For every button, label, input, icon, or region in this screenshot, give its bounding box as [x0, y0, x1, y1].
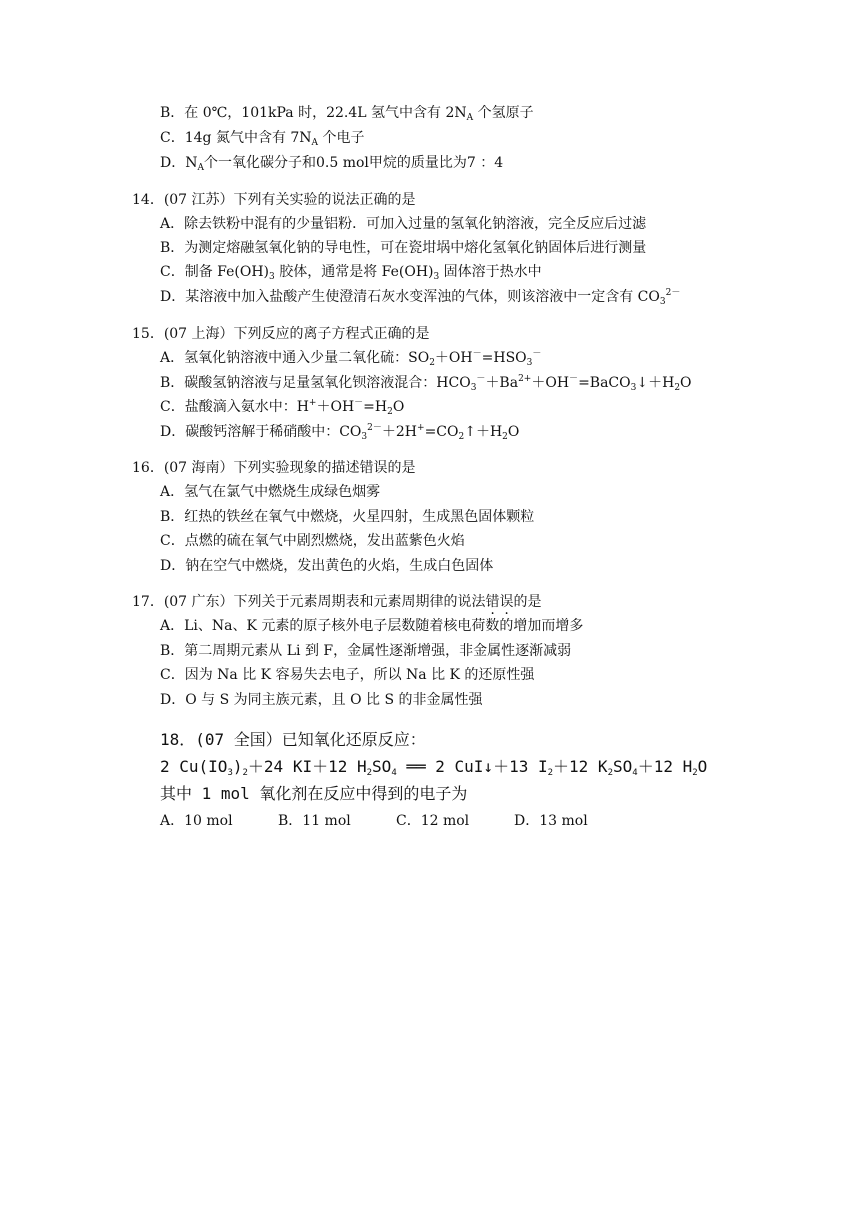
q14-option-b: B．为测定熔融氢氧化钠的导电性，可在瓷坩埚中熔化氢氧化钠固体后进行测量 — [160, 240, 647, 256]
q15-stem: 15．(07 上海）下列反应的离子方程式正确的是 — [132, 326, 430, 342]
q17-option-b: B．第二周期元素从 Li 到 F，金属性逐渐增强，非金属性逐渐减弱 — [160, 643, 572, 659]
q16-stem: 16．(07 海南）下列实验现象的描述错误的是 — [132, 460, 416, 476]
q14-option-d: D．某溶液中加入盐酸产生使澄清石灰水变浑浊的气体，则该溶液中一定含有 $CO_3^{2-}$ — [160, 288, 681, 307]
q17-option-a: A．Li、Na、K 元素的原子核外电子层数随着核电荷数的增加而增多 — [160, 618, 584, 634]
q17-option-d: D．O 与 S 为同主族元素，且 O 比 S 的非金属性强 — [160, 692, 483, 708]
q18-option-b: B．11 mol — [278, 813, 351, 829]
q15-option-a: A．氢氧化钠溶液中通入少量二氧化硫：$SO_2+OH^-=HSO_3^-$ — [160, 349, 542, 368]
q15-option-b: B．碳酸氢钠溶液与足量氢氧化钡溶液混合：$HCO_3^-+Ba^{2+}+OH^-=BaCO_3↓+H_2O$ — [160, 374, 692, 393]
q16-option-a: A．氢气在氯气中燃烧生成绿色烟雾 — [160, 484, 381, 500]
q15-option-d: D．碳酸钙溶解于稀硝酸中：$CO_3^{2-}+2H^+=CO_2↑+H_2O$ — [160, 423, 520, 442]
q18-option-c: C．12 mol — [396, 813, 470, 829]
q14-stem: 14．(07 江苏）下列有关实验的说法正确的是 — [132, 192, 416, 208]
q13-option-b: B．在 0℃，101kPa 时，22.4L 氢气中含有 $2N_A$ 个氢原子 — [160, 105, 534, 123]
q14-option-c: C．制备 $Fe(OH)_3$ 胶体，通常是将 $Fe(OH)_3$ 固体溶于热水中 — [160, 264, 542, 282]
q18-equation: 2 $Cu(IO_3)_2+24$ KI＋12 $H_2SO_4$ ══ 2 CuI↓＋13 $I_2+12$ $K_2SO_4+12$ $H_2O$ — [160, 757, 708, 778]
q16-option-b: B．红热的铁丝在氧气中燃烧，火星四射，生成黑色固体颗粒 — [160, 509, 535, 525]
q17-stem: 17．(07 广东）下列关于元素周期表和元素周期律的说法错误的是 — [132, 594, 542, 610]
q18-options — [160, 811, 632, 831]
emphasis-dot-char: 误 — [499, 594, 514, 610]
q18-option-d: D．13 mol — [514, 813, 588, 829]
q17-option-c: C．因为 Na 比 K 容易失去电子，所以 Na 比 K 的还原性强 — [160, 667, 535, 683]
q18-stem: 18．(07 全国）已知氧化还原反应： — [160, 730, 426, 749]
q13-option-d: D．$N_A$个一氧化碳分子和0.5 mol甲烷的质量比为7 ：4 — [160, 155, 504, 173]
emphasis-dot-char: 错 — [485, 594, 500, 610]
q18-question-line: 其中 1 mol 氧化剂在反应中得到的电子为 — [160, 784, 468, 803]
q16-option-c: C．点燃的硫在氧气中剧烈燃烧，发出蓝紫色火焰 — [160, 533, 465, 549]
q15-option-c: C．盐酸滴入氨水中：$H^++OH^-=H_2O$ — [160, 398, 405, 417]
q13-option-c: C．14g 氮气中含有 $7N_A$ 个电子 — [160, 130, 365, 148]
q14-option-a: A．除去铁粉中混有的少量铝粉．可加入过量的氢氧化钠溶液，完全反应后过滤 — [160, 216, 647, 232]
q16-option-d: D．钠在空气中燃烧，发出黄色的火焰，生成白色固体 — [160, 558, 494, 574]
q18-option-a: A．10 mol — [160, 813, 233, 829]
